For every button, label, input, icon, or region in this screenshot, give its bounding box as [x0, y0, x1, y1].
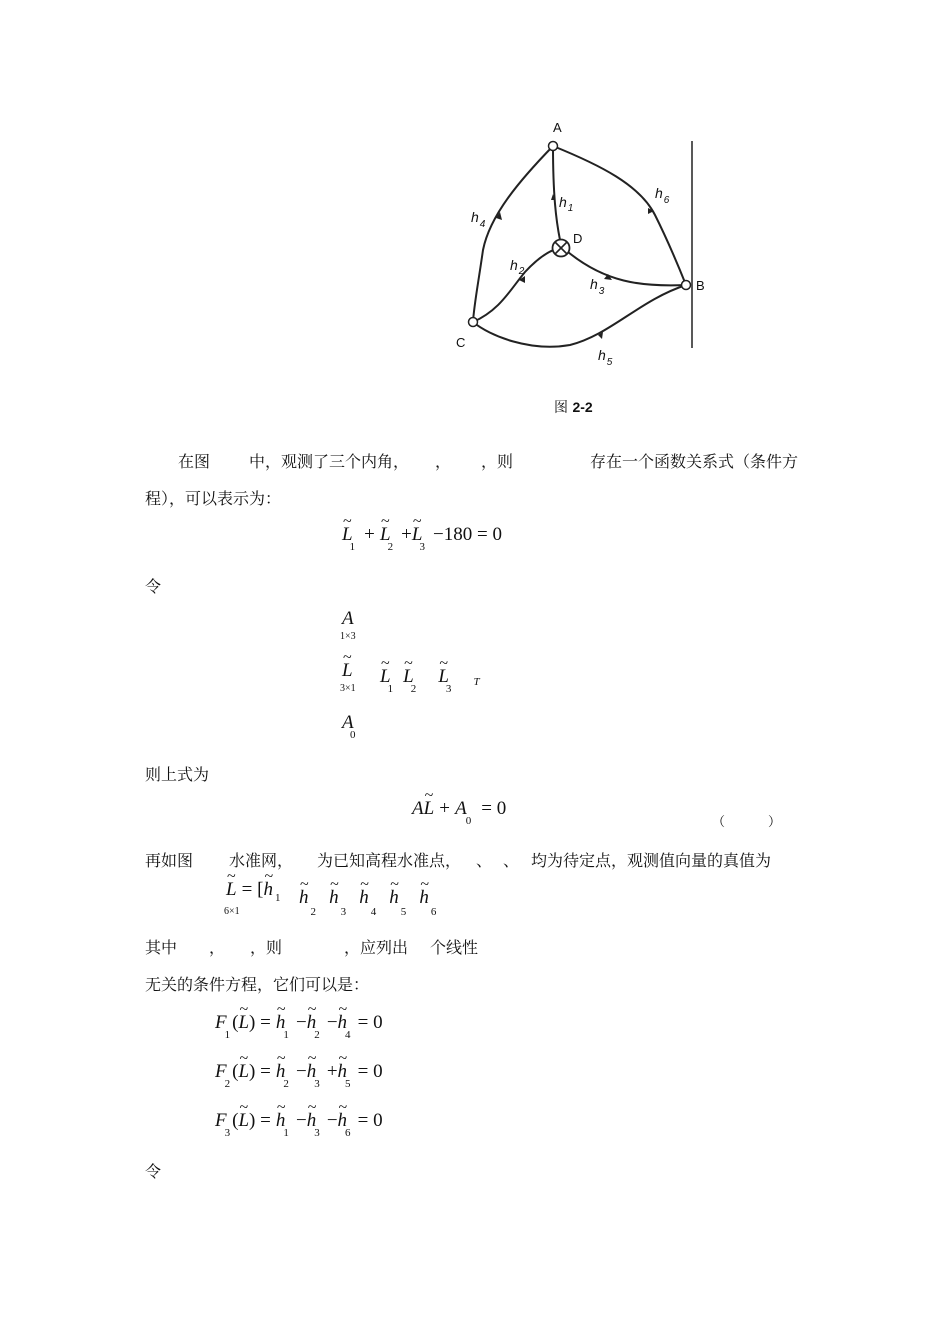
def-L-sub: 3×1	[340, 683, 356, 694]
condition-equation-1: $F_1(\sim$ L) = ~ $h_1$ −~ $h_2$ −~ $h_4 = 0$	[215, 1012, 383, 1034]
para1-e: 存在一个函数关系式（条件方	[590, 452, 799, 471]
para1-f: 程），可以表示为：	[145, 489, 282, 508]
ling-1: 令	[145, 577, 162, 596]
edge-h6	[553, 146, 686, 285]
edge-h4	[473, 146, 553, 322]
zairu-c: 为已知高程水准点，	[317, 851, 462, 870]
zeshang: 则上式为	[145, 765, 210, 784]
figure-caption: 图 2-2	[554, 399, 593, 416]
qizhong-c: ，则	[250, 938, 283, 957]
leveling-network-figure	[440, 110, 730, 380]
qizhong-e: 个线性	[430, 938, 479, 957]
edge-label-h6: $h_6$	[655, 185, 670, 206]
qizhong-a: 其中	[145, 938, 178, 957]
zairu-d: 、	[476, 851, 493, 870]
node-label-D: D	[573, 231, 583, 246]
def-L: ~ L	[342, 660, 353, 682]
zairu-f: 均为待定点，观测值向量的真值为	[531, 851, 772, 870]
observation-vector-terms: ~ $h_2$ ~ $h_3$ ~ $h_4$ ~ $h_5$ ~ $h_6$	[299, 887, 434, 909]
qizhong-d: ，应列出	[344, 938, 409, 957]
edge-label-h4: $h_4$	[471, 209, 486, 230]
edge-label-h3: $h_3$	[590, 276, 605, 297]
def-A-sub: 1×3	[340, 631, 356, 642]
equation-number-paren-open: （	[712, 815, 726, 830]
para1-b: 中，观测了三个内角，	[249, 452, 410, 471]
para1-d: ，则	[481, 452, 514, 471]
node-label-A: A	[553, 120, 562, 135]
condition-equation-3: $F_3(\sim$ L) = ~ $h_1$ −~ $h_3$ −~ $h_6 = 0$	[215, 1110, 383, 1132]
observation-vector-sub: 6×1	[224, 906, 240, 917]
para1-a: 在图	[178, 452, 211, 471]
edge-h5	[473, 285, 686, 347]
ling-2: 令	[145, 1162, 162, 1181]
zairu-b: 水准网，	[229, 851, 294, 870]
wuguan: 无关的条件方程，它们可以是：	[145, 975, 370, 994]
equation-number-paren-close: ）	[768, 815, 782, 830]
para1-c: ，	[435, 452, 452, 471]
equation-angle-sum: ~ $L_1$ + ~ $L_2$ +~ $L_3 -180 = 0$	[342, 524, 502, 546]
equation-matrix-form: A~ $L + A_0 = 0$	[412, 798, 506, 820]
zairu-e: 、	[503, 851, 520, 870]
node-label-C: C	[456, 335, 466, 350]
observation-vector: ~ L = [~ h $_1$	[226, 879, 278, 901]
def-L-vector: ~ $L_1$ ~ $L_2$ ~ $L_3$ T	[380, 666, 466, 688]
condition-equation-2: $F_2(\sim$ L) = ~ $h_2$ −~ $h_3$ +~ $h_5 = 0$	[215, 1061, 383, 1083]
node-D	[553, 240, 570, 257]
edge-label-h5: $h_5$	[598, 347, 613, 368]
edge-label-h2: $h_2$	[510, 257, 525, 277]
def-A: A	[342, 608, 354, 629]
node-label-B: B	[696, 278, 705, 293]
zairu-a: 再如图	[145, 851, 194, 870]
node-B	[682, 281, 691, 290]
node-A	[549, 142, 558, 151]
edge-h3	[568, 252, 686, 285]
def-A0-sub: 0	[350, 729, 356, 741]
qizhong-b: ，	[209, 938, 226, 957]
edge-label-h1: $h_1$	[559, 194, 574, 214]
node-C	[469, 318, 478, 327]
def-A0: A	[342, 712, 354, 733]
